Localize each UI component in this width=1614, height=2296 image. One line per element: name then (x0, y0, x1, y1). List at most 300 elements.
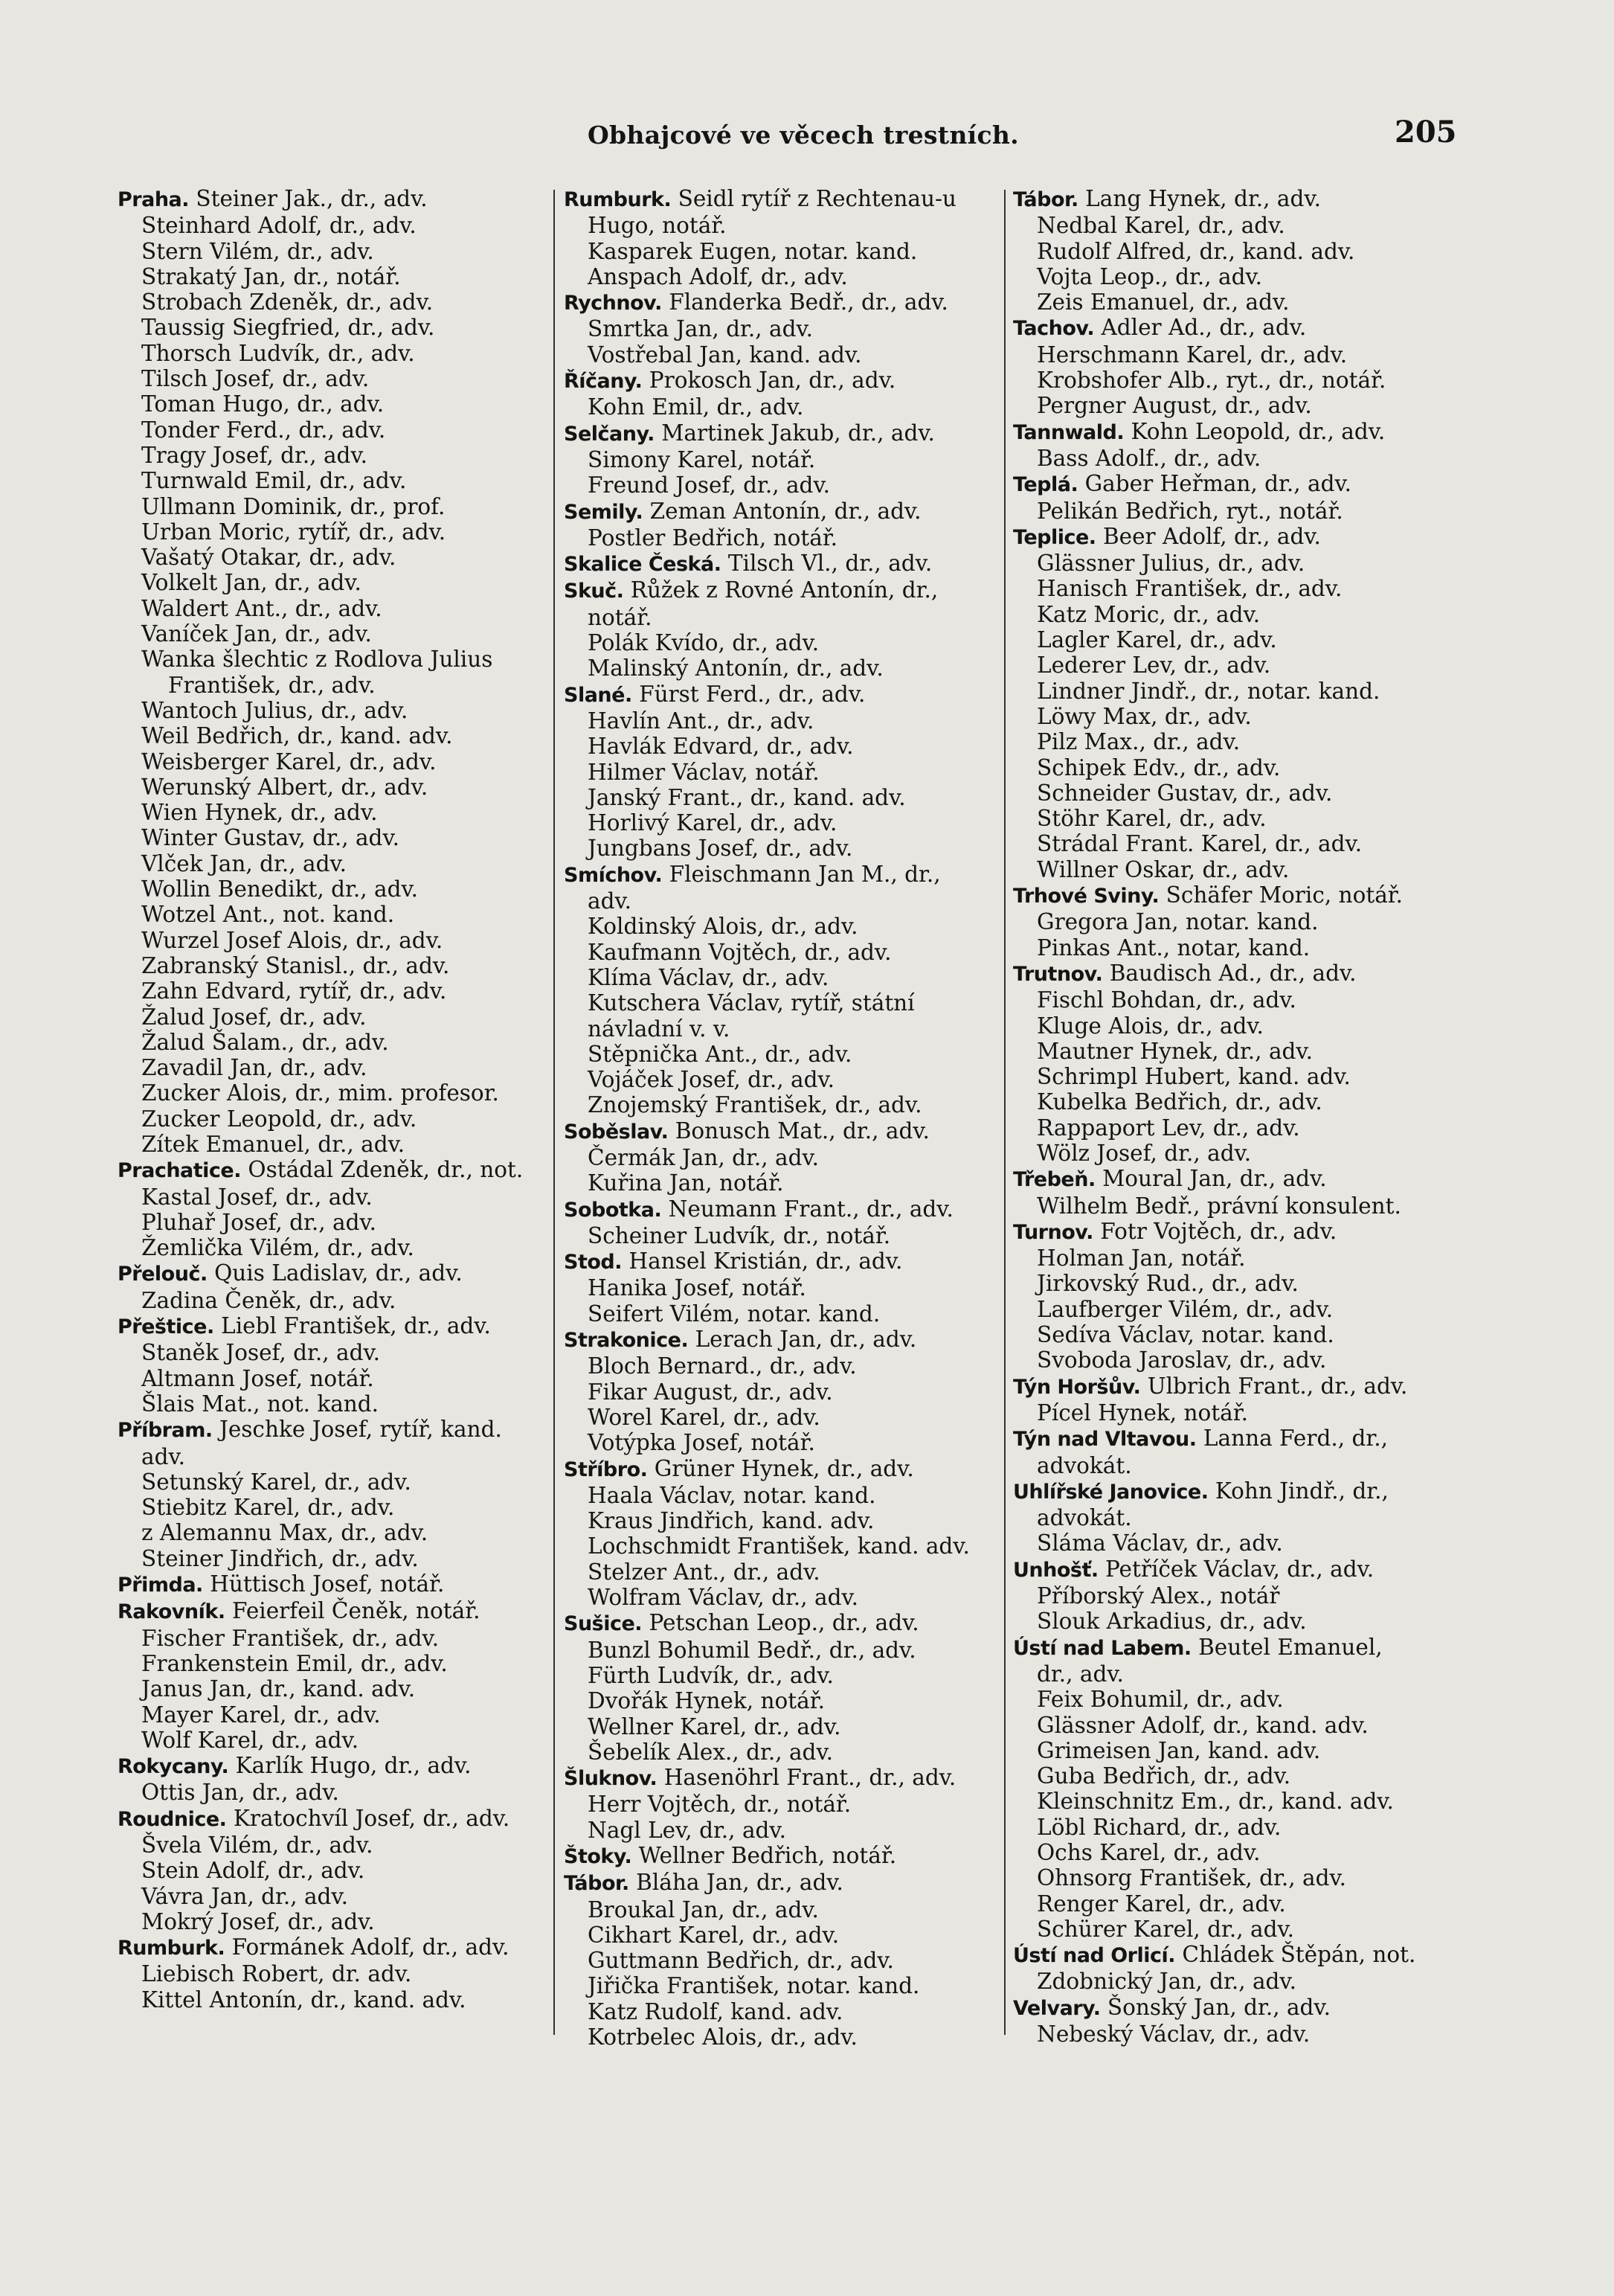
list-item (1013, 831, 1459, 856)
list-item (1013, 2021, 1459, 2047)
list-item (564, 888, 999, 914)
entry-text: Wölz Josef, dr., adv. (1037, 1140, 1252, 1166)
town-name: Rumburk. (564, 188, 672, 211)
list-item (118, 621, 549, 647)
list-item (1013, 602, 1459, 627)
list-item (564, 1405, 999, 1430)
entry-text: Lang Hynek, dr., adv. (1078, 186, 1321, 211)
town-entry (118, 1571, 549, 1598)
list-item (118, 825, 549, 850)
entry-text: Seidl rytíř z Rechtenau-u (671, 186, 956, 211)
list-item (564, 1638, 999, 1663)
list-item (1013, 1763, 1459, 1789)
entry-text: Steiner Jak., dr., adv. (189, 186, 428, 211)
town-name: Šluknov. (564, 1767, 658, 1791)
column-right (1013, 186, 1459, 2047)
town-name: Strakonice. (564, 1329, 689, 1353)
entry-text: notář. (588, 604, 652, 630)
list-item (564, 1973, 999, 1998)
entry-text: Kohn Leopold, dr., adv. (1124, 418, 1386, 444)
list-item (118, 443, 549, 468)
town-name: Týn Horšův. (1013, 1375, 1141, 1399)
list-item (118, 1495, 549, 1520)
list-item (564, 630, 999, 655)
town-entry (1013, 1478, 1459, 1505)
list-item (564, 1948, 999, 1973)
town-name: Sušice. (564, 1612, 643, 1636)
list-item (118, 800, 549, 825)
entry-text: Liebl František, dr., adv. (213, 1313, 491, 1339)
list-item (1013, 1089, 1459, 1115)
list-item (118, 545, 549, 570)
entry-text: Stelzer Ant., dr., adv. (588, 1559, 820, 1585)
entry-text: Ulbrich Frant., dr., adv. (1140, 1373, 1408, 1399)
entry-text: Wilhelm Bedř., právní konsulent. (1037, 1193, 1401, 1219)
entry-text: Hasenöhrl Frant., dr., adv. (657, 1765, 956, 1791)
entry-text: Feierfeil Čeněk, notář. (225, 1598, 480, 1624)
list-item (564, 1301, 999, 1327)
entry-text: Ochs Karel, dr., adv. (1037, 1840, 1261, 1865)
town-entry (564, 577, 999, 604)
town-name: Teplá. (1013, 473, 1078, 497)
entry-text: adv. (141, 1443, 186, 1469)
list-item (564, 472, 999, 498)
town-entry (1013, 1635, 1459, 1661)
entry-text: Mautner Hynek, dr., adv. (1037, 1038, 1313, 1064)
entry-text: Kaufmann Vojtěch, dr., adv. (588, 939, 892, 965)
list-item (564, 264, 999, 289)
list-item (118, 1210, 549, 1235)
entry-text: Lerach Jan, dr., adv. (688, 1327, 917, 1353)
entry-text: z Alemannu Max, dr., adv. (141, 1520, 428, 1546)
list-item (118, 1080, 549, 1106)
list-item (1013, 1917, 1459, 1942)
entry-text: Jiřička František, notar. kand. (588, 1973, 920, 1999)
list-item (564, 447, 999, 472)
entry-text: Švela Vilém, dr., adv. (141, 1832, 373, 1858)
list-item (564, 1559, 999, 1585)
list-item (564, 342, 999, 368)
list-item (564, 1067, 999, 1092)
entry-text: Simony Karel, notář. (588, 446, 816, 472)
entry-text: Gregora Jan, notar. kand. (1037, 909, 1319, 935)
entry-text: Wellner Bedřich, notář. (631, 1843, 897, 1868)
entry-text: Zahn Edvard, rytíř, dr., adv. (141, 978, 447, 1004)
town-name: Třebeň. (1013, 1168, 1096, 1192)
list-item (118, 978, 549, 1004)
town-name: Stod. (564, 1251, 622, 1274)
town-name: Tábor. (1013, 188, 1078, 211)
entry-text: Jungbans Josef, dr., adv. (588, 836, 853, 862)
entry-text: Schneider Gustav, dr., adv. (1037, 780, 1333, 806)
town-name: Tábor. (564, 1872, 629, 1896)
list-item (1013, 289, 1459, 315)
list-item (118, 519, 549, 545)
entry-text: Ostádal Zdeněk, dr., not. (241, 1157, 524, 1183)
entry-text: Petříček Václav, dr., adv. (1098, 1556, 1375, 1582)
entry-text: Horlivý Karel, dr., adv. (588, 810, 837, 836)
entry-text: Hansel Kristián, dr., adv. (622, 1248, 903, 1274)
entry-text: Votýpka Josef, notář. (588, 1430, 815, 1456)
entry-text: Beer Adolf, dr., adv. (1096, 523, 1321, 549)
entry-text: Löwy Max, dr., adv. (1037, 703, 1252, 729)
list-item (1013, 909, 1459, 934)
list-item (118, 1858, 549, 1883)
list-item (1013, 446, 1459, 471)
list-item (564, 1792, 999, 1817)
list-item (564, 1379, 999, 1405)
list-item (1013, 857, 1459, 882)
town-entry (564, 682, 999, 708)
entry-text: Sláma Václav, dr., adv. (1037, 1530, 1283, 1556)
town-name: Uhlířské Janovice. (1013, 1480, 1209, 1504)
list-item (564, 1145, 999, 1170)
town-entry (564, 862, 999, 888)
town-entry (1013, 1995, 1459, 2021)
column-left (118, 186, 549, 2013)
list-item (564, 213, 999, 238)
entry-text: Ullmann Dominik, dr., prof. (141, 493, 446, 519)
list-item (564, 1275, 999, 1301)
town-name: Unhošť. (1013, 1558, 1099, 1582)
list-item (564, 785, 999, 810)
column-divider (553, 190, 555, 2035)
list-item (1013, 1064, 1459, 1089)
town-entry (118, 1934, 549, 1961)
town-entry (118, 1417, 549, 1443)
list-item (564, 316, 999, 341)
entry-text: Kittel Antonín, dr., kand. adv. (141, 1986, 466, 2013)
entry-text: Holman Jan, notář. (1037, 1245, 1246, 1272)
town-name: Turnov. (1013, 1220, 1093, 1244)
entry-text: Pilz Max., dr., adv. (1037, 729, 1241, 755)
entry-text: Bloch Bernard., dr., adv. (588, 1353, 857, 1379)
town-entry (1013, 471, 1459, 498)
list-item (1013, 498, 1459, 524)
entry-text: Werunský Albert, dr., adv. (141, 774, 428, 800)
list-item (1013, 342, 1459, 368)
entry-text: Jirkovský Rud., dr., adv. (1037, 1271, 1299, 1297)
entry-text: Ohnsorg František, dr., adv. (1037, 1865, 1347, 1891)
list-item (564, 940, 999, 965)
list-item (118, 1961, 549, 1986)
entry-text: Kotrbelec Alois, dr., adv. (588, 2024, 858, 2050)
list-item (1013, 576, 1459, 601)
list-item (1013, 627, 1459, 652)
list-item (1013, 368, 1459, 393)
entry-text: Freund Josef, dr., adv. (588, 472, 830, 498)
town-entry (1013, 1556, 1459, 1583)
list-item (1013, 780, 1459, 806)
entry-text: Kasparek Eugen, notar. kand. (588, 238, 918, 264)
list-item (118, 570, 549, 595)
list-item (1013, 729, 1459, 754)
town-entry (564, 1456, 999, 1483)
list-item (1013, 1969, 1459, 1994)
entry-text: Šlais Mat., not. kand. (141, 1391, 379, 1417)
list-item (118, 1366, 549, 1391)
entry-text: Glässner Adolf, dr., kand. adv. (1037, 1712, 1369, 1738)
entry-text: Janus Jan, dr., kand. adv. (141, 1676, 416, 1702)
entry-text: Vašatý Otakar, dr., adv. (141, 545, 396, 571)
entry-text: Janský Frant., dr., kand. adv. (588, 784, 906, 810)
entry-text: Zeman Antonín, dr., adv. (643, 498, 922, 524)
entry-text: Hugo, notář. (588, 213, 727, 239)
town-entry (564, 1610, 999, 1637)
entry-text: Schipek Edv., dr., adv. (1037, 754, 1281, 780)
list-item (118, 1909, 549, 1934)
entry-text: Quis Ladislav, dr., adv. (207, 1260, 463, 1286)
entry-text: Zucker Alois, dr., mim. profesor. (141, 1080, 499, 1106)
entry-text: Zavadil Jan, dr., adv. (141, 1055, 367, 1081)
town-entry (564, 289, 999, 316)
entry-text: Bunzl Bohumil Bedř., dr., adv. (588, 1637, 916, 1663)
entry-text: Růžek z Rovné Antonín, dr., (623, 577, 939, 603)
entry-text: Sedíva Václav, notar. kand. (1037, 1322, 1334, 1348)
list-item (564, 239, 999, 264)
entry-text: Koldinský Alois, dr., adv. (588, 914, 858, 940)
entry-text: Stern Vilém, dr., adv. (141, 238, 374, 264)
entry-text: Vojáček Josef, dr., adv. (588, 1067, 835, 1093)
entry-text: Altmann Josef, notář. (141, 1365, 374, 1391)
entry-text: Moural Jan, dr., adv. (1095, 1166, 1327, 1192)
list-item (564, 605, 999, 630)
entry-text: František, dr., adv. (168, 672, 376, 698)
list-item (1013, 1297, 1459, 1322)
town-entry (1013, 1426, 1459, 1452)
list-item (118, 647, 549, 672)
list-item (118, 1546, 549, 1571)
town-name: Říčany. (564, 370, 643, 394)
list-item (1013, 1271, 1459, 1296)
entry-text: návladní v. v. (588, 1016, 730, 1042)
list-item (118, 1702, 549, 1728)
list-item (1013, 1738, 1459, 1763)
list-item (1013, 1115, 1459, 1141)
list-item (1013, 1840, 1459, 1865)
entry-text: Martinek Jakub, dr., adv. (654, 420, 935, 446)
entry-text: Vaníček Jan, dr., adv. (141, 621, 372, 647)
list-item (1013, 987, 1459, 1013)
list-item (1013, 264, 1459, 289)
list-item (564, 914, 999, 939)
town-entry (564, 1327, 999, 1353)
list-item (118, 341, 549, 366)
list-item (118, 315, 549, 340)
entry-text: advokát. (1037, 1505, 1132, 1531)
list-item (118, 1235, 549, 1260)
list-item (1013, 935, 1459, 961)
running-title: Obhajcové ve věcech trestních. (588, 121, 1019, 150)
entry-text: Wurzel Josef Alois, dr., adv. (141, 927, 443, 953)
list-item (118, 213, 549, 238)
town-entry (564, 368, 999, 394)
town-name: Smíchov. (564, 863, 663, 887)
entry-text: Jeschke Josef, rytíř, kand. (212, 1417, 502, 1443)
entry-text: Toman Hugo, dr., adv. (141, 391, 385, 417)
entry-text: Tilsch Josef, dr., adv. (141, 366, 370, 392)
list-item (118, 1030, 549, 1055)
entry-text: Zadina Čeněk, dr., adv. (141, 1287, 396, 1313)
list-item (118, 1288, 549, 1313)
entry-text: Šebelík Alex., dr., adv. (588, 1739, 833, 1765)
entry-text: Nagl Lev, dr., adv. (588, 1817, 786, 1843)
entry-text: Nedbal Karel, dr., adv. (1037, 213, 1285, 239)
entry-text: Havlák Edvard, dr., adv. (588, 734, 854, 760)
entry-text: Klíma Václav, dr., adv. (588, 964, 829, 990)
list-item (118, 417, 549, 443)
list-item (1013, 1400, 1459, 1426)
entry-text: Polák Kvído, dr., adv. (588, 630, 820, 656)
town-name: Slané. (564, 683, 632, 707)
list-item (1013, 1891, 1459, 1917)
entry-text: Krobshofer Alb., ryt., dr., notář. (1037, 368, 1386, 394)
list-item (564, 394, 999, 420)
list-item (118, 876, 549, 902)
town-name: Teplice. (1013, 525, 1096, 549)
list-item (564, 1042, 999, 1067)
entry-text: Postler Bedřich, notář. (588, 525, 838, 551)
entry-text: advokát. (1037, 1452, 1132, 1478)
list-item (118, 468, 549, 493)
entry-text: Kratochvíl Josef, dr., adv. (226, 1805, 510, 1831)
list-item (1013, 806, 1459, 831)
entry-text: Weil Bedřich, dr., kand. adv. (141, 723, 453, 749)
entry-text: Strádal Frant. Karel, dr., adv. (1037, 831, 1363, 857)
town-entry (1013, 1166, 1459, 1193)
entry-text: Stiebitz Karel, dr., adv. (141, 1495, 395, 1521)
list-item (118, 673, 549, 698)
entry-text: Guttmann Bedřich, dr., adv. (588, 1948, 894, 1974)
town-entry (564, 1870, 999, 1896)
entry-text: Setunský Karel, dr., adv. (141, 1469, 411, 1495)
entry-text: Hanisch František, dr., adv. (1037, 576, 1343, 602)
entry-text: Vlček Jan, dr., adv. (141, 850, 347, 876)
entry-text: Feix Bohumil, dr., adv. (1037, 1687, 1284, 1713)
entry-text: Lochschmidt František, kand. adv. (588, 1533, 970, 1559)
entry-text: Formánek Adolf, dr., adv. (225, 1934, 509, 1960)
entry-text: Hüttisch Josef, notář. (202, 1571, 445, 1597)
entry-text: Lanna Ferd., dr., (1196, 1426, 1388, 1452)
town-entry (564, 551, 999, 577)
list-item (1013, 1583, 1459, 1609)
list-item (118, 289, 549, 315)
entry-text: Havlín Ant., dr., adv. (588, 708, 814, 734)
list-item (1013, 1815, 1459, 1840)
entry-text: Seifert Vilém, notar. kand. (588, 1301, 881, 1327)
list-item (1013, 213, 1459, 238)
list-item (118, 851, 549, 876)
entry-text: Broukal Jan, dr., adv. (588, 1896, 819, 1923)
list-item (564, 1223, 999, 1248)
town-entry (118, 1313, 549, 1340)
list-item (118, 928, 549, 953)
entry-text: Bonusch Mat., dr., adv. (668, 1117, 930, 1144)
entry-text: Ottis Jan, dr., adv. (141, 1780, 339, 1806)
entry-text: Fürth Ludvík, dr., adv. (588, 1662, 834, 1688)
entry-text: adv. (588, 888, 632, 914)
entry-text: Gaber Heřman, dr., adv. (1078, 471, 1352, 497)
town-name: Rychnov. (564, 292, 662, 315)
entry-text: Katz Rudolf, kand. adv. (588, 1998, 843, 2024)
list-item (118, 239, 549, 264)
list-item (564, 1923, 999, 1948)
list-item (564, 1508, 999, 1533)
entry-text: Lagler Karel, dr., adv. (1037, 627, 1277, 653)
town-entry (1013, 315, 1459, 341)
list-item (1013, 704, 1459, 729)
town-entry (118, 1753, 549, 1780)
town-entry (1013, 882, 1459, 909)
entry-text: Tragy Josef, dr., adv. (141, 442, 367, 468)
list-item (564, 655, 999, 681)
entry-text: Kuřina Jan, notář. (588, 1170, 784, 1196)
entry-text: Herschmann Karel, dr., adv. (1037, 341, 1348, 368)
list-item (564, 708, 999, 734)
town-name: Stříbro. (564, 1458, 648, 1481)
entry-text: Guba Bedřich, dr., adv. (1037, 1763, 1291, 1789)
entry-text: Vávra Jan, dr., adv. (141, 1883, 348, 1909)
entry-text: Haala Václav, notar. kand. (588, 1482, 876, 1508)
list-item (118, 366, 549, 391)
list-item (1013, 1687, 1459, 1712)
list-item (564, 1663, 999, 1688)
entry-text: Mayer Karel, dr., adv. (141, 1702, 381, 1728)
entry-text: Zabranský Stanisl., dr., adv. (141, 952, 450, 978)
list-item (1013, 551, 1459, 576)
entry-text: Bass Adolf., dr., adv. (1037, 445, 1261, 471)
list-item (1013, 755, 1459, 780)
town-entry (564, 420, 999, 447)
entry-text: Liebisch Robert, dr. adv. (141, 1961, 412, 1987)
entry-text: Weisberger Karel, dr., adv. (141, 748, 437, 775)
entry-text: Vojta Leop., dr., adv. (1037, 263, 1263, 289)
town-name: Trutnov. (1013, 962, 1103, 986)
list-item (118, 1055, 549, 1080)
entry-text: Winter Gustav, dr., adv. (141, 825, 399, 851)
entry-text: Strobach Zdeněk, dr., adv. (141, 289, 434, 315)
town-name: Rumburk. (118, 1937, 225, 1960)
town-name: Štoky. (564, 1845, 632, 1868)
column-middle (564, 186, 999, 2050)
town-entry (564, 1118, 999, 1145)
town-entry (564, 1196, 999, 1223)
town-entry (564, 1248, 999, 1275)
entry-text: Svoboda Jaroslav, dr., adv. (1037, 1347, 1327, 1373)
entry-text: Glässner Julius, dr., adv. (1037, 551, 1305, 577)
list-item (564, 760, 999, 785)
entry-text: Flanderka Bedř., dr., adv. (661, 289, 948, 315)
entry-text: Wantoch Julius, dr., adv. (141, 697, 408, 723)
list-item (1013, 679, 1459, 704)
entry-text: Herr Vojtěch, dr., notář. (588, 1792, 852, 1818)
list-item (118, 1184, 549, 1210)
entry-text: Schürer Karel, dr., adv. (1037, 1916, 1295, 1942)
entry-text: Wellner Karel, dr., adv. (588, 1713, 841, 1739)
entry-text: Scheiner Ludvík, dr., notář. (588, 1222, 891, 1248)
list-item (1013, 1347, 1459, 1373)
town-entry (118, 1598, 549, 1625)
list-item (1013, 1530, 1459, 1556)
entry-text: Strakatý Jan, dr., notář. (141, 263, 401, 289)
list-item (564, 1430, 999, 1455)
town-name: Rokycany. (118, 1755, 229, 1779)
entry-text: Kohn Emil, dr., adv. (588, 394, 804, 420)
list-item (1013, 1322, 1459, 1347)
entry-text: Adler Ad., dr., adv. (1094, 315, 1307, 341)
entry-text: Grimeisen Jan, kand. adv. (1037, 1737, 1321, 1763)
entry-text: Stěpnička Ant., dr., adv. (588, 1041, 852, 1067)
